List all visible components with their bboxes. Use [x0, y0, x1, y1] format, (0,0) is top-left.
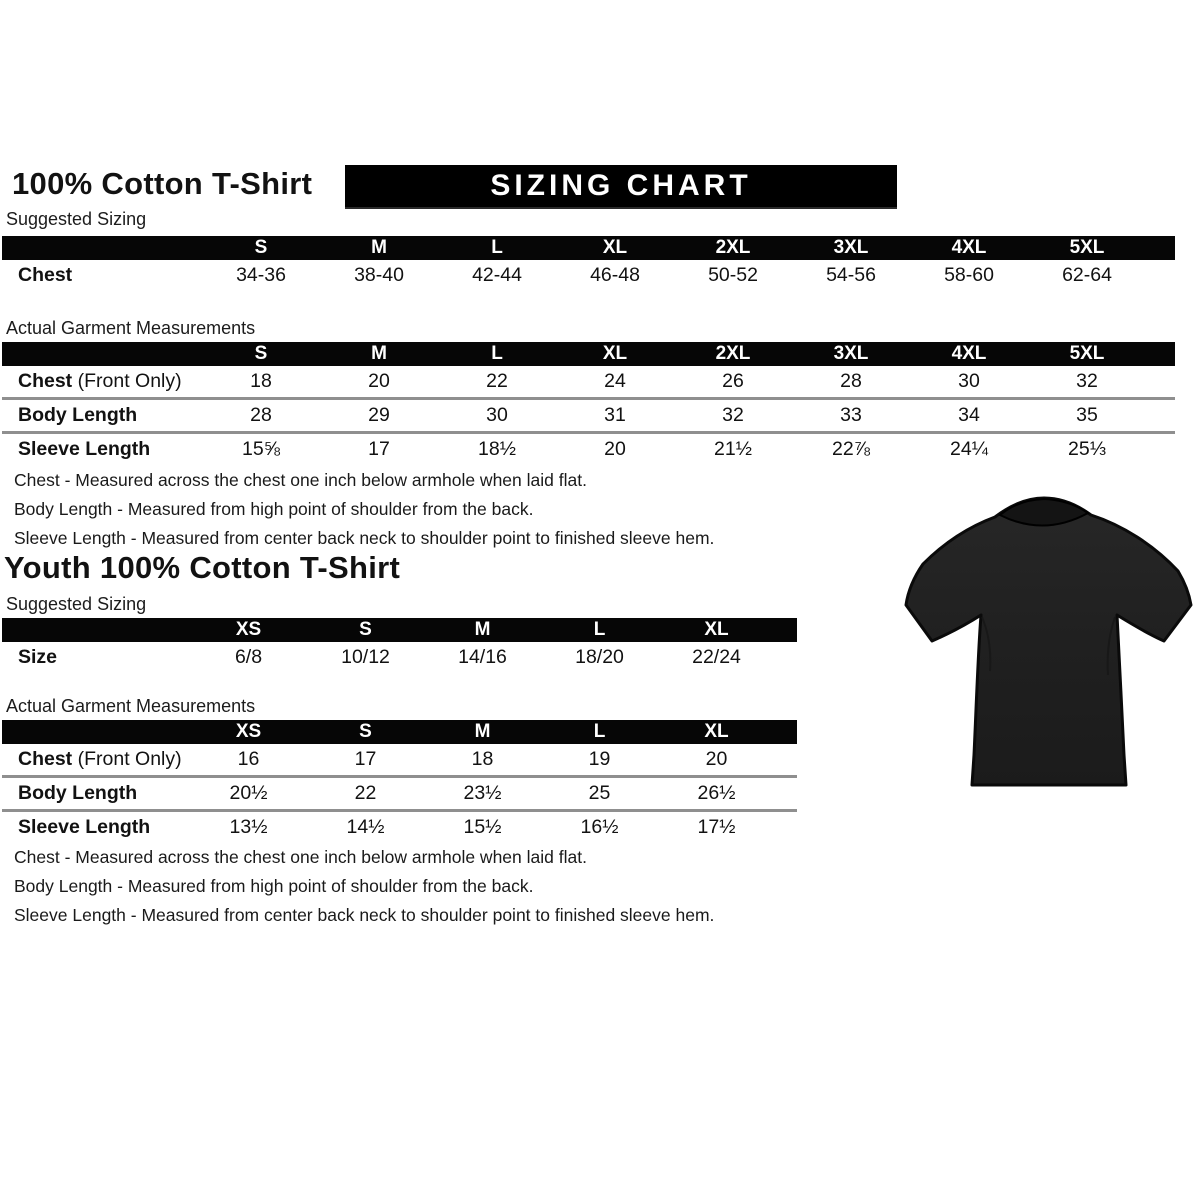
column-header: 3XL — [833, 343, 869, 364]
measurement-value: 22/24 — [692, 646, 741, 668]
measurement-value: 35 — [1076, 404, 1098, 426]
column-header: M — [371, 343, 387, 364]
measurement-value: 14½ — [346, 816, 385, 838]
measurement-value: 17 — [354, 748, 377, 770]
youth-actual-measurements-table — [2, 720, 797, 843]
measurement-value: 22⅞ — [832, 438, 870, 460]
measurement-value: 33 — [840, 404, 862, 426]
column-header: L — [491, 237, 503, 258]
note-chest: Chest - Measured across the chest one inch below armhole when laid flat. — [14, 470, 587, 490]
table-row — [2, 366, 1175, 397]
column-header: 3XL — [833, 237, 869, 258]
table-header-row — [2, 342, 1175, 366]
measurement-value: 34-36 — [236, 264, 286, 286]
column-header: 4XL — [951, 343, 987, 364]
youth-actual-measurements-heading: Actual Garment Measurements — [6, 696, 256, 716]
column-header: 2XL — [715, 343, 751, 364]
column-header: XS — [235, 721, 262, 742]
row-label: Chest (Front Only) — [18, 748, 182, 770]
measurement-value: 16½ — [580, 816, 619, 838]
youth-section-title: Youth 100% Cotton T-Shirt — [4, 550, 401, 585]
column-header: L — [491, 343, 503, 364]
table-row — [2, 642, 797, 673]
adult-actual-measurements-table — [2, 342, 1175, 465]
column-header: XL — [602, 237, 628, 258]
row-label: Body Length — [18, 404, 138, 426]
measurement-value: 20½ — [229, 782, 268, 804]
row-label: Sleeve Length — [18, 438, 151, 460]
measurement-value: 15½ — [463, 816, 502, 838]
row-label: Sleeve Length — [18, 816, 151, 838]
measurement-value: 25 — [588, 782, 611, 804]
youth-suggested-sizing-table — [2, 618, 797, 673]
measurement-value: 20 — [705, 748, 728, 770]
measurement-value: 21½ — [714, 438, 752, 460]
measurement-value: 62-64 — [1062, 264, 1112, 286]
measurement-value: 50-52 — [708, 264, 758, 286]
table-row — [2, 744, 797, 775]
measurement-value: 10/12 — [341, 646, 390, 668]
measurement-value: 20 — [604, 438, 626, 460]
adult-suggested-sizing-table — [2, 236, 1175, 291]
table-header-row — [2, 236, 1175, 260]
column-header: 2XL — [715, 237, 751, 258]
column-header: 5XL — [1069, 237, 1105, 258]
column-header: 5XL — [1069, 343, 1105, 364]
measurement-value: 18 — [250, 370, 272, 392]
measurement-value: 54-56 — [826, 264, 876, 286]
measurement-value: 13½ — [229, 816, 268, 838]
measurement-value: 15⅝ — [242, 438, 280, 460]
measurement-value: 34 — [958, 404, 980, 426]
measurement-value: 28 — [840, 370, 862, 392]
youth-measurement-notes — [14, 843, 714, 930]
column-header: S — [254, 343, 268, 364]
measurement-value: 23½ — [463, 782, 502, 804]
column-header: XS — [235, 619, 262, 640]
measurement-value: 18½ — [478, 438, 516, 460]
column-header: XL — [704, 619, 729, 640]
table-row — [2, 431, 1175, 465]
sizing-chart-banner: SIZING CHART — [345, 165, 897, 207]
row-label: Chest (Front Only) — [18, 370, 182, 392]
column-header: M — [474, 619, 491, 640]
measurement-value: 58-60 — [944, 264, 994, 286]
measurement-value: 16 — [237, 748, 260, 770]
measurement-value: 18 — [471, 748, 494, 770]
measurement-value: 25⅓ — [1068, 438, 1106, 460]
table-row — [2, 397, 1175, 431]
table-row — [2, 809, 797, 843]
note-sleeve-length: Sleeve Length - Measured from center back neck to shoulder point to finished sleeve hem. — [14, 528, 715, 548]
measurement-value: 24¼ — [950, 438, 988, 460]
adult-section-title: 100% Cotton T-Shirt — [12, 166, 313, 201]
row-label: Size — [18, 646, 58, 668]
tshirt-silhouette — [906, 498, 1191, 785]
note-chest: Chest - Measured across the chest one inch below armhole when laid flat. — [14, 847, 587, 867]
measurement-value: 28 — [250, 404, 272, 426]
black-tshirt-image — [896, 488, 1194, 800]
note-body-length: Body Length - Measured from high point of shoulder from the back. — [14, 499, 534, 519]
measurement-value: 29 — [368, 404, 390, 426]
measurement-value: 19 — [588, 748, 611, 770]
table-row — [2, 260, 1175, 291]
table-row — [2, 775, 797, 809]
column-header: XL — [704, 721, 729, 742]
row-label: Body Length — [18, 782, 138, 804]
column-header: XL — [602, 343, 628, 364]
note-sleeve-length: Sleeve Length - Measured from center back neck to shoulder point to finished sleeve hem. — [14, 905, 715, 925]
adult-actual-measurements-heading: Actual Garment Measurements — [6, 318, 256, 338]
measurement-value: 30 — [486, 404, 508, 426]
youth-suggested-sizing-heading: Suggested Sizing — [6, 594, 147, 614]
row-label: Chest — [18, 264, 73, 286]
column-header: S — [359, 619, 372, 640]
column-header: 4XL — [951, 237, 987, 258]
measurement-value: 42-44 — [472, 264, 522, 286]
measurement-value: 30 — [958, 370, 980, 392]
measurement-value: 32 — [1076, 370, 1098, 392]
measurement-value: 17½ — [697, 816, 736, 838]
tshirt-photo — [896, 488, 1194, 800]
measurement-value: 32 — [722, 404, 744, 426]
column-header: L — [593, 721, 606, 742]
measurement-value: 6/8 — [234, 646, 263, 668]
column-header: M — [371, 237, 387, 258]
adult-measurement-notes — [14, 466, 714, 553]
table-header-row — [2, 618, 797, 642]
measurement-value: 22 — [354, 782, 377, 804]
adult-suggested-sizing-heading: Suggested Sizing — [6, 209, 147, 229]
measurement-value: 38-40 — [354, 264, 404, 286]
measurement-value: 31 — [604, 404, 626, 426]
column-header: M — [474, 721, 491, 742]
measurement-value: 46-48 — [590, 264, 640, 286]
measurement-value: 26½ — [697, 782, 736, 804]
table-header-row — [2, 720, 797, 744]
measurement-value: 22 — [486, 370, 508, 392]
measurement-value: 20 — [368, 370, 390, 392]
column-header: S — [359, 721, 372, 742]
column-header: S — [254, 237, 268, 258]
measurement-value: 17 — [368, 438, 390, 460]
note-body-length: Body Length - Measured from high point of shoulder from the back. — [14, 876, 534, 896]
column-header: L — [593, 619, 606, 640]
measurement-value: 24 — [604, 370, 626, 392]
measurement-value: 18/20 — [575, 646, 624, 668]
measurement-value: 26 — [722, 370, 744, 392]
measurement-value: 14/16 — [458, 646, 507, 668]
